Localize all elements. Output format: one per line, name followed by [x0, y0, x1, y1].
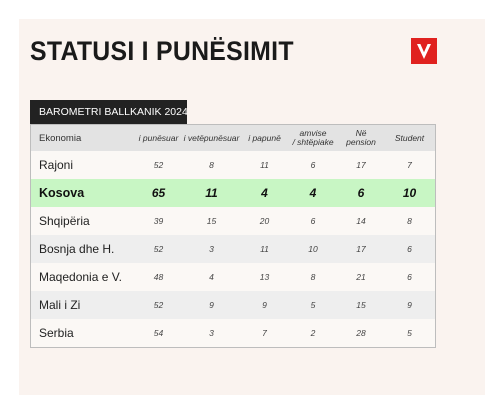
table-cell-value: 8	[209, 160, 214, 170]
table-cell-value: 15	[206, 216, 217, 226]
table-row	[31, 319, 435, 347]
table-cell-value: 7	[262, 328, 267, 338]
table-cell-value: 13	[259, 272, 270, 282]
table-cell-value: 4	[261, 186, 268, 200]
table-cell-value: 15	[356, 300, 366, 310]
table-row	[31, 291, 435, 319]
table-cell-value: 20	[259, 216, 270, 226]
table-cell-value: 2	[310, 328, 316, 338]
table-cell-value: 6	[407, 272, 412, 282]
employment-status-table	[30, 124, 436, 348]
column-header-text: amvise	[299, 128, 327, 138]
table-cell-value: 9	[209, 300, 214, 310]
table-cell-value: 54	[153, 328, 164, 338]
table-header-row	[31, 125, 435, 151]
economy-name: Mali i Zi	[39, 298, 81, 312]
v-logo-icon	[411, 38, 437, 64]
table-cell-value: 65	[151, 186, 166, 200]
table-row	[31, 235, 435, 263]
table-row	[31, 179, 435, 207]
page-title: STATUSI I PUNËSIMIT	[30, 36, 294, 66]
table-cell-value: 6	[310, 160, 316, 170]
table-cell-value: 21	[356, 272, 366, 282]
table-cell-value: 3	[209, 244, 214, 254]
table-cell-value: 4	[209, 272, 214, 282]
table-cell-value: 10	[402, 186, 417, 200]
table-cell-value: 52	[153, 300, 164, 310]
economy-name: Shqipëria	[39, 214, 90, 228]
column-header-text: i papunë	[248, 132, 281, 143]
table-cell-value: 52	[153, 160, 164, 170]
source-label: BAROMETRI BALLKANIK 2024	[30, 100, 187, 124]
column-header	[288, 129, 338, 147]
table-cell-value: 11	[260, 244, 269, 254]
table-cell-value: 48	[153, 272, 164, 282]
table-cell-value: 5	[310, 300, 316, 310]
table-cell-value: 3	[209, 328, 214, 338]
table-cell-value: 14	[356, 216, 366, 226]
table-row	[31, 151, 435, 179]
table-cell-value: 9	[407, 300, 412, 310]
table-cell-value: 8	[407, 216, 412, 226]
column-header-text: Ekonomia	[39, 132, 82, 144]
table-cell-value: 9	[262, 300, 267, 310]
table-cell-value: 17	[356, 160, 366, 170]
table-cell-value: 10	[308, 244, 318, 254]
table-cell-value: 7	[407, 160, 412, 170]
economy-name: Bosnja dhe H.	[39, 242, 115, 256]
table-row	[31, 207, 435, 235]
table-cell-value: 11	[205, 186, 218, 200]
economy-name: Kosova	[39, 186, 85, 200]
brand-logo	[411, 38, 437, 64]
column-header-text: / shtëpiake	[292, 137, 334, 147]
column-header	[31, 134, 135, 143]
column-header-text: Student	[394, 132, 425, 143]
economy-name: Serbia	[39, 326, 74, 340]
table-cell-value: 17	[356, 244, 366, 254]
column-header	[182, 134, 241, 143]
table-cell-value: 8	[310, 272, 316, 282]
table-cell-value: 39	[153, 216, 164, 226]
table-cell-value: 5	[407, 328, 412, 338]
column-header-text: pension	[346, 137, 376, 147]
economy-name: Maqedonia e V.	[39, 270, 122, 284]
column-header	[338, 129, 384, 147]
table-cell-value: 28	[356, 328, 366, 338]
table-cell-value: 11	[260, 160, 269, 170]
column-header-text: i vetëpunësuar	[183, 132, 240, 143]
column-header	[241, 134, 288, 143]
column-header	[135, 134, 182, 143]
economy-name: Rajoni	[39, 158, 74, 172]
table-row	[31, 263, 435, 291]
table-cell-value: 6	[357, 186, 365, 200]
table-cell-value: 4	[309, 186, 317, 200]
column-header	[384, 134, 435, 143]
column-header-text: Në	[355, 128, 367, 138]
table-cell-value: 52	[153, 244, 164, 254]
table-cell-value: 6	[407, 244, 412, 254]
table-cell-value: 6	[310, 216, 316, 226]
column-header-text: i punësuar	[138, 132, 179, 143]
